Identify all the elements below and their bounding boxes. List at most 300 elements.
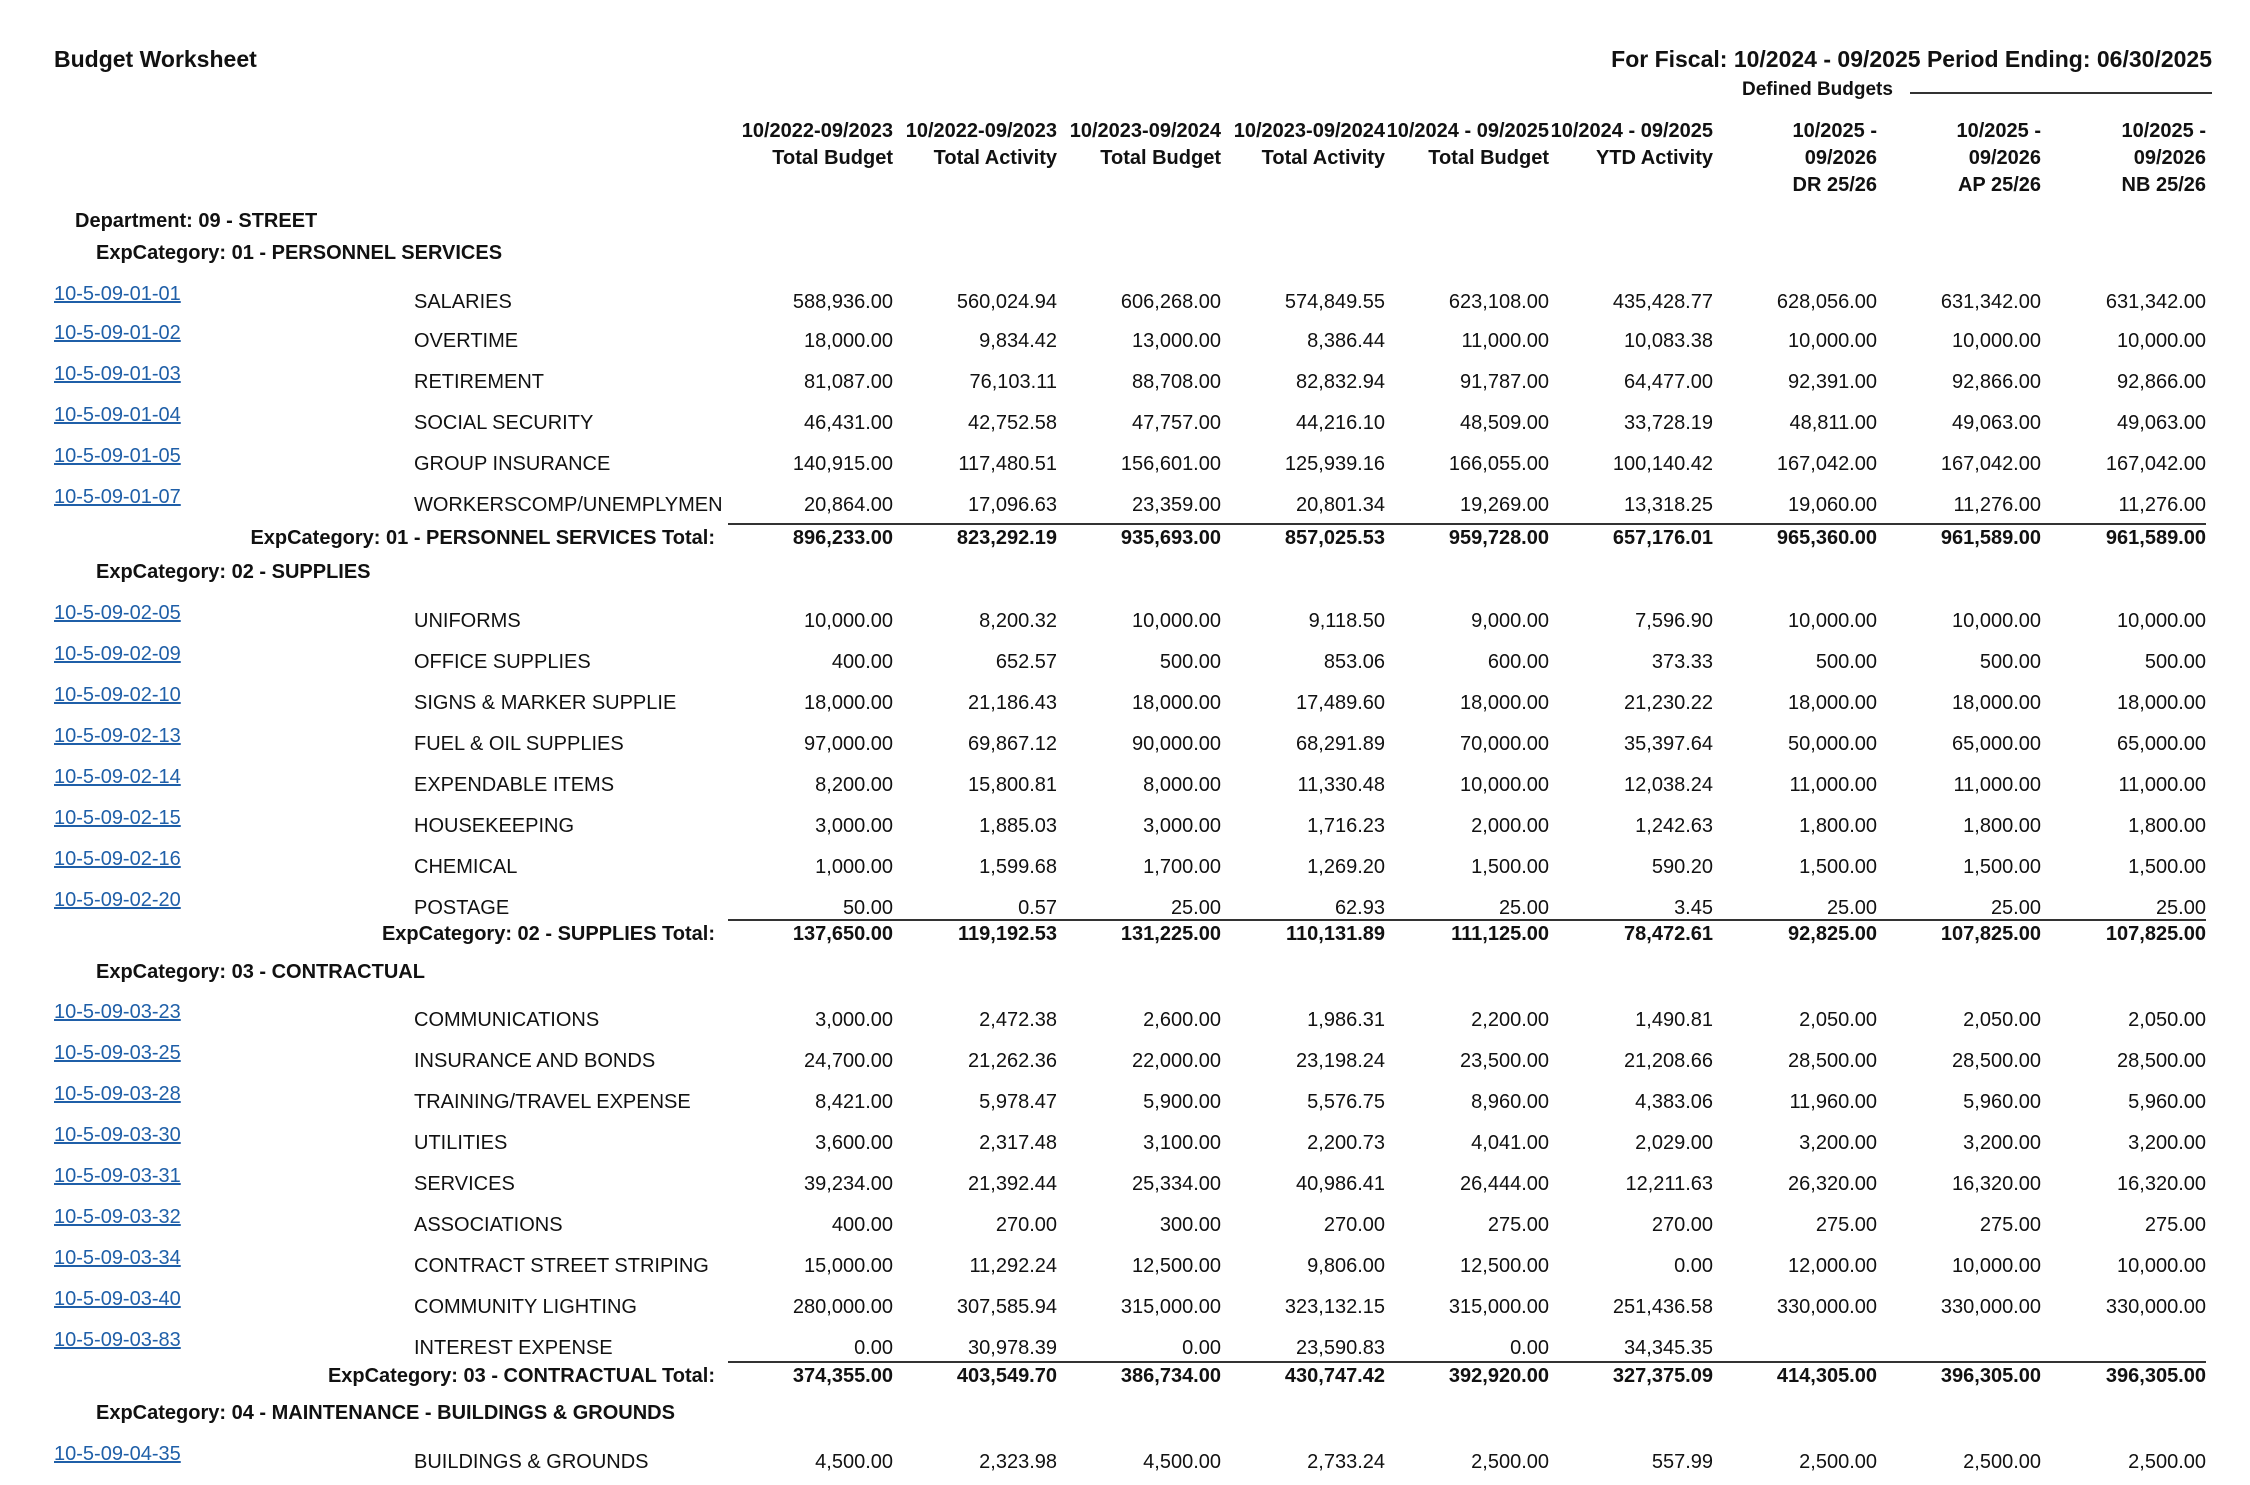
amount-cell: 275.00 — [1487, 1214, 1549, 1236]
table-row — [0, 404, 2250, 445]
account-link[interactable]: 10-5-09-03-40 — [54, 1288, 181, 1310]
account-link[interactable]: 10-5-09-03-23 — [54, 1001, 181, 1023]
amount-cell: 28,500.00 — [1788, 1050, 1877, 1072]
amount-cell: 91,787.00 — [1460, 371, 1549, 393]
total-amount-cell: 131,225.00 — [1120, 923, 1221, 945]
table-row — [0, 766, 2250, 807]
amount-cell: 68,291.89 — [1296, 733, 1385, 755]
column-header — [2042, 118, 2206, 199]
amount-cell: 10,000.00 — [1788, 610, 1877, 632]
amount-cell: 48,811.00 — [1789, 412, 1877, 434]
table-row — [0, 486, 2250, 527]
amount-cell: 24,700.00 — [804, 1050, 893, 1072]
column-header-line: 10/2024 - 09/2025 — [1550, 120, 1713, 142]
amount-cell: 330,000.00 — [1776, 1296, 1877, 1318]
amount-cell: 100,140.42 — [1612, 453, 1713, 475]
column-header-line: YTD Activity — [1595, 147, 1713, 169]
account-link[interactable]: 10-5-09-02-14 — [54, 766, 181, 788]
amount-cell: 400.00 — [831, 1214, 893, 1236]
amount-cell: 10,000.00 — [1952, 330, 2041, 352]
account-link[interactable]: 10-5-09-01-05 — [54, 445, 181, 467]
table-row — [0, 1443, 2250, 1484]
total-amount-cell: 857,025.53 — [1284, 527, 1385, 549]
amount-cell: 1,800.00 — [1963, 815, 2041, 837]
amount-cell: 3,000.00 — [815, 815, 893, 837]
table-row — [0, 643, 2250, 684]
column-header — [729, 118, 893, 172]
amount-cell: 5,960.00 — [1963, 1091, 2041, 1113]
account-link[interactable]: 10-5-09-03-28 — [54, 1083, 181, 1105]
table-row — [0, 1083, 2250, 1124]
account-link[interactable]: 10-5-09-01-04 — [54, 404, 181, 426]
table-row — [0, 1165, 2250, 1206]
amount-cell: 1,885.03 — [979, 815, 1057, 837]
account-description: BUILDINGS & GROUNDS — [414, 1451, 649, 1473]
amount-cell: 9,806.00 — [1307, 1255, 1385, 1277]
amount-cell: 23,590.83 — [1296, 1337, 1385, 1359]
column-header — [1385, 118, 1549, 172]
amount-cell: 49,063.00 — [1952, 412, 2041, 434]
amount-cell: 46,431.00 — [804, 412, 893, 434]
account-description: COMMUNITY LIGHTING — [414, 1296, 637, 1318]
amount-cell: 307,585.94 — [956, 1296, 1057, 1318]
total-amount-cell: 396,305.00 — [1940, 1365, 2041, 1387]
amount-cell: 65,000.00 — [1952, 733, 2041, 755]
amount-cell: 13,000.00 — [1132, 330, 1221, 352]
amount-cell: 90,000.00 — [1132, 733, 1221, 755]
total-amount-cell: 374,355.00 — [792, 1365, 893, 1387]
amount-cell: 2,472.38 — [979, 1009, 1057, 1031]
category-total-label: ExpCategory: 01 - PERSONNEL SERVICES Total: — [250, 527, 715, 549]
amount-cell: 853.06 — [1323, 651, 1385, 673]
account-link[interactable]: 10-5-09-03-31 — [54, 1165, 181, 1187]
amount-cell: 275.00 — [2144, 1214, 2206, 1236]
amount-cell: 3,000.00 — [815, 1009, 893, 1031]
account-description: SERVICES — [414, 1173, 515, 1195]
amount-cell: 17,096.63 — [968, 494, 1057, 516]
account-link[interactable]: 10-5-09-01-07 — [54, 486, 181, 508]
amount-cell: 628,056.00 — [1776, 291, 1877, 313]
amount-cell: 117,480.51 — [958, 453, 1057, 475]
amount-cell: 606,268.00 — [1120, 291, 1221, 313]
amount-cell: 652.57 — [995, 651, 1057, 673]
account-description: FUEL & OIL SUPPLIES — [414, 733, 624, 755]
amount-cell: 3,200.00 — [2128, 1132, 2206, 1154]
amount-cell: 1,800.00 — [2128, 815, 2206, 837]
amount-cell: 21,392.44 — [968, 1173, 1057, 1195]
amount-cell: 330,000.00 — [1940, 1296, 2041, 1318]
amount-cell: 167,042.00 — [2105, 453, 2206, 475]
amount-cell: 167,042.00 — [1776, 453, 1877, 475]
amount-cell: 5,960.00 — [2128, 1091, 2206, 1113]
category-total-row — [0, 1363, 2250, 1395]
amount-cell: 2,050.00 — [1963, 1009, 2041, 1031]
column-header-line: AP 25/26 — [1957, 174, 2041, 196]
fiscal-period: For Fiscal: 10/2024 - 09/2025 Period Ending: 06/30/2025 — [1611, 46, 2212, 72]
amount-cell: 9,000.00 — [1471, 610, 1549, 632]
account-link[interactable]: 10-5-09-03-25 — [54, 1042, 181, 1064]
amount-cell: 28,500.00 — [2117, 1050, 2206, 1072]
amount-cell: 25,334.00 — [1132, 1173, 1221, 1195]
total-amount-cell: 965,360.00 — [1776, 527, 1877, 549]
amount-cell: 10,000.00 — [1952, 1255, 2041, 1277]
total-amount-cell: 959,728.00 — [1448, 527, 1549, 549]
account-description: CHEMICAL — [414, 856, 518, 878]
amount-cell: 1,716.23 — [1307, 815, 1385, 837]
amount-cell: 631,342.00 — [2105, 291, 2206, 313]
amount-cell: 69,867.12 — [968, 733, 1057, 755]
total-amount-cell: 935,693.00 — [1120, 527, 1221, 549]
amount-cell: 7,596.90 — [1635, 610, 1713, 632]
account-link[interactable]: 10-5-09-02-10 — [54, 684, 181, 706]
amount-cell: 251,436.58 — [1612, 1296, 1713, 1318]
amount-cell: 8,200.00 — [815, 774, 893, 796]
amount-cell: 15,000.00 — [804, 1255, 893, 1277]
amount-cell: 82,832.94 — [1296, 371, 1385, 393]
total-amount-cell: 414,305.00 — [1776, 1365, 1877, 1387]
amount-cell: 557.99 — [1651, 1451, 1713, 1473]
amount-cell: 11,000.00 — [1953, 774, 2041, 796]
category-title: ExpCategory: 02 - SUPPLIES — [96, 561, 371, 583]
account-link[interactable]: 10-5-09-02-05 — [54, 602, 181, 624]
amount-cell: 11,276.00 — [2118, 494, 2206, 516]
amount-cell: 23,359.00 — [1132, 494, 1221, 516]
account-link[interactable]: 10-5-09-03-83 — [54, 1329, 181, 1351]
column-header-line: Total Budget — [772, 147, 893, 169]
category-title: ExpCategory: 03 - CONTRACTUAL — [96, 961, 425, 983]
amount-cell: 11,000.00 — [1461, 330, 1549, 352]
account-description: CONTRACT STREET STRIPING — [414, 1255, 709, 1277]
amount-cell: 15,800.81 — [968, 774, 1057, 796]
amount-cell: 92,866.00 — [2117, 371, 2206, 393]
amount-cell: 11,960.00 — [1789, 1091, 1877, 1113]
amount-cell: 435,428.77 — [1612, 291, 1713, 313]
amount-cell: 0.00 — [854, 1337, 893, 1359]
amount-cell: 10,083.38 — [1624, 330, 1713, 352]
amount-cell: 26,444.00 — [1460, 1173, 1549, 1195]
amount-cell: 11,330.48 — [1297, 774, 1385, 796]
amount-cell: 2,733.24 — [1307, 1451, 1385, 1473]
total-amount-cell: 111,125.00 — [1451, 923, 1549, 945]
category-title: ExpCategory: 04 - MAINTENANCE - BUILDINGS & GROUNDS — [96, 1402, 675, 1424]
account-description: UTILITIES — [414, 1132, 508, 1154]
amount-cell: 10,000.00 — [804, 610, 893, 632]
amount-cell: 10,000.00 — [1460, 774, 1549, 796]
amount-cell: 2,317.48 — [979, 1132, 1057, 1154]
account-link[interactable]: 10-5-09-02-13 — [54, 725, 181, 747]
amount-cell: 16,320.00 — [2117, 1173, 2206, 1195]
column-header — [1549, 118, 1713, 172]
amount-cell: 18,000.00 — [804, 692, 893, 714]
column-header — [1057, 118, 1221, 172]
table-row — [0, 1042, 2250, 1083]
amount-cell: 28,500.00 — [1952, 1050, 2041, 1072]
amount-cell: 373.33 — [1651, 651, 1713, 673]
column-header — [1713, 118, 1877, 199]
table-row — [0, 1247, 2250, 1288]
total-amount-cell: 396,305.00 — [2105, 1365, 2206, 1387]
amount-cell: 315,000.00 — [1120, 1296, 1221, 1318]
amount-cell: 25.00 — [1826, 897, 1877, 919]
total-amount-cell: 119,192.53 — [958, 923, 1057, 945]
amount-cell: 167,042.00 — [1940, 453, 2041, 475]
account-description: TRAINING/TRAVEL EXPENSE — [414, 1091, 691, 1113]
amount-cell: 3.45 — [1674, 897, 1713, 919]
amount-cell: 400.00 — [831, 651, 893, 673]
amount-cell: 5,900.00 — [1143, 1091, 1221, 1113]
account-link[interactable]: 10-5-09-01-02 — [54, 322, 181, 344]
amount-cell: 2,500.00 — [1799, 1451, 1877, 1473]
amount-cell: 22,000.00 — [1132, 1050, 1221, 1072]
account-link[interactable]: 10-5-09-03-32 — [54, 1206, 181, 1228]
column-header-line: NB 25/26 — [2121, 174, 2206, 196]
amount-cell: 8,000.00 — [1143, 774, 1221, 796]
table-row — [0, 1124, 2250, 1165]
total-amount-cell: 327,375.09 — [1612, 1365, 1713, 1387]
amount-cell: 2,050.00 — [1799, 1009, 1877, 1031]
total-amount-cell: 657,176.01 — [1612, 527, 1713, 549]
amount-cell: 1,242.63 — [1635, 815, 1713, 837]
column-header-line: DR 25/26 — [1792, 174, 1877, 196]
amount-cell: 280,000.00 — [792, 1296, 893, 1318]
category-total-row — [0, 921, 2250, 953]
amount-cell: 156,601.00 — [1120, 453, 1221, 475]
amount-cell: 20,864.00 — [804, 494, 893, 516]
amount-cell: 1,599.68 — [979, 856, 1057, 878]
account-link[interactable]: 10-5-09-02-20 — [54, 889, 181, 911]
amount-cell: 19,269.00 — [1460, 494, 1549, 516]
amount-cell: 12,211.63 — [1625, 1173, 1713, 1195]
amount-cell: 42,752.58 — [968, 412, 1057, 434]
column-header-line: 09/2026 — [2133, 147, 2206, 169]
amount-cell: 323,132.15 — [1284, 1296, 1385, 1318]
amount-cell: 8,960.00 — [1471, 1091, 1549, 1113]
category-total-label: ExpCategory: 03 - CONTRACTUAL Total: — [327, 1365, 715, 1387]
amount-cell: 47,757.00 — [1132, 412, 1221, 434]
table-row — [0, 363, 2250, 404]
column-header-line: 10/2023-09/2024 — [1233, 120, 1385, 142]
account-description: INTEREST EXPENSE — [414, 1337, 613, 1359]
category-title: ExpCategory: 01 - PERSONNEL SERVICES — [96, 242, 503, 264]
amount-cell: 19,060.00 — [1788, 494, 1877, 516]
amount-cell: 2,500.00 — [1963, 1451, 2041, 1473]
amount-cell: 2,500.00 — [1471, 1451, 1549, 1473]
amount-cell: 48,509.00 — [1460, 412, 1549, 434]
amount-cell: 0.00 — [1674, 1255, 1713, 1277]
amount-cell: 500.00 — [1159, 651, 1221, 673]
account-link[interactable]: 10-5-09-04-35 — [54, 1443, 181, 1465]
amount-cell: 97,000.00 — [804, 733, 893, 755]
account-link[interactable]: 10-5-09-02-16 — [54, 848, 181, 870]
department-title: Department: 09 - STREET — [75, 210, 318, 232]
amount-cell: 25.00 — [1170, 897, 1221, 919]
amount-cell: 13,318.25 — [1624, 494, 1713, 516]
amount-cell: 270.00 — [995, 1214, 1057, 1236]
column-header-line: 10/2022-09/2023 — [741, 120, 893, 142]
amount-cell: 21,230.22 — [1624, 692, 1713, 714]
amount-cell: 1,500.00 — [1799, 856, 1877, 878]
amount-cell: 4,383.06 — [1635, 1091, 1713, 1113]
amount-cell: 270.00 — [1323, 1214, 1385, 1236]
amount-cell: 23,500.00 — [1460, 1050, 1549, 1072]
amount-cell: 65,000.00 — [2117, 733, 2206, 755]
amount-cell: 2,029.00 — [1635, 1132, 1713, 1154]
amount-cell: 4,500.00 — [1143, 1451, 1221, 1473]
amount-cell: 9,834.42 — [979, 330, 1057, 352]
column-header-line: Total Activity — [933, 147, 1057, 169]
account-link[interactable]: 10-5-09-03-30 — [54, 1124, 181, 1146]
amount-cell: 5,576.75 — [1307, 1091, 1385, 1113]
account-link[interactable]: 10-5-09-02-09 — [54, 643, 181, 665]
amount-cell: 12,038.24 — [1624, 774, 1713, 796]
amount-cell: 12,500.00 — [1460, 1255, 1549, 1277]
amount-cell: 0.00 — [1510, 1337, 1549, 1359]
defined-budgets-rule — [1910, 92, 2212, 94]
total-amount-cell: 403,549.70 — [956, 1365, 1057, 1387]
account-description: GROUP INSURANCE — [414, 453, 611, 475]
column-header-line: 10/2023-09/2024 — [1069, 120, 1221, 142]
column-header-line: Total Budget — [1428, 147, 1549, 169]
account-link[interactable]: 10-5-09-02-15 — [54, 807, 181, 829]
total-amount-cell: 823,292.19 — [956, 527, 1057, 549]
amount-cell: 140,915.00 — [792, 453, 893, 475]
amount-cell: 270.00 — [1651, 1214, 1713, 1236]
report-title: Budget Worksheet — [54, 46, 257, 72]
column-header-line: 10/2025 - — [1956, 120, 2041, 142]
table-row — [0, 283, 2250, 324]
column-header-line: 10/2025 - — [1792, 120, 1877, 142]
amount-cell: 590.20 — [1651, 856, 1713, 878]
amount-cell: 16,320.00 — [1952, 1173, 2041, 1195]
amount-cell: 574,849.55 — [1284, 291, 1385, 313]
account-description: HOUSEKEEPING — [414, 815, 575, 837]
amount-cell: 5,978.47 — [979, 1091, 1057, 1113]
amount-cell: 0.57 — [1018, 897, 1057, 919]
amount-cell: 500.00 — [2144, 651, 2206, 673]
account-link[interactable]: 10-5-09-01-01 — [54, 283, 181, 305]
amount-cell: 18,000.00 — [804, 330, 893, 352]
amount-cell: 8,386.44 — [1307, 330, 1385, 352]
amount-cell: 1,490.81 — [1635, 1009, 1713, 1031]
amount-cell: 11,000.00 — [2118, 774, 2206, 796]
amount-cell: 4,500.00 — [815, 1451, 893, 1473]
amount-cell: 18,000.00 — [1952, 692, 2041, 714]
amount-cell: 315,000.00 — [1448, 1296, 1549, 1318]
amount-cell: 275.00 — [1815, 1214, 1877, 1236]
amount-cell: 11,292.24 — [969, 1255, 1057, 1277]
amount-cell: 49,063.00 — [2117, 412, 2206, 434]
amount-cell: 21,262.36 — [968, 1050, 1057, 1072]
table-row — [0, 1206, 2250, 1247]
amount-cell: 0.00 — [1182, 1337, 1221, 1359]
amount-cell: 3,000.00 — [1143, 815, 1221, 837]
amount-cell: 8,200.32 — [979, 610, 1057, 632]
amount-cell: 33,728.19 — [1624, 412, 1713, 434]
amount-cell: 9,118.50 — [1308, 610, 1385, 632]
amount-cell: 2,200.00 — [1471, 1009, 1549, 1031]
amount-cell: 10,000.00 — [1788, 330, 1877, 352]
table-row — [0, 602, 2250, 643]
amount-cell: 10,000.00 — [2117, 1255, 2206, 1277]
amount-cell: 40,986.41 — [1296, 1173, 1385, 1195]
category-total-row — [0, 525, 2250, 557]
amount-cell: 21,208.66 — [1624, 1050, 1713, 1072]
column-header-line: Total Activity — [1261, 147, 1385, 169]
amount-cell: 500.00 — [1979, 651, 2041, 673]
account-description: COMMUNICATIONS — [414, 1009, 600, 1031]
amount-cell: 50,000.00 — [1788, 733, 1877, 755]
column-header — [1221, 118, 1385, 172]
total-amount-cell: 110,131.89 — [1286, 923, 1385, 945]
total-amount-cell: 896,233.00 — [792, 527, 893, 549]
amount-cell: 2,050.00 — [2128, 1009, 2206, 1031]
amount-cell: 300.00 — [1159, 1214, 1221, 1236]
account-description: SALARIES — [414, 291, 512, 313]
category-total-label: ExpCategory: 02 - SUPPLIES Total: — [381, 923, 715, 945]
amount-cell: 23,198.24 — [1296, 1050, 1385, 1072]
amount-cell: 92,391.00 — [1788, 371, 1877, 393]
account-link[interactable]: 10-5-09-03-34 — [54, 1247, 181, 1269]
amount-cell: 12,000.00 — [1788, 1255, 1877, 1277]
amount-cell: 1,700.00 — [1143, 856, 1221, 878]
total-amount-cell: 78,472.61 — [1624, 923, 1713, 945]
column-header-line: 10/2024 - 09/2025 — [1386, 120, 1549, 142]
amount-cell: 2,600.00 — [1143, 1009, 1221, 1031]
amount-cell: 3,600.00 — [815, 1132, 893, 1154]
column-header-line: Total Budget — [1100, 147, 1221, 169]
amount-cell: 44,216.10 — [1296, 412, 1385, 434]
amount-cell: 631,342.00 — [1940, 291, 2041, 313]
total-amount-cell: 392,920.00 — [1448, 1365, 1549, 1387]
amount-cell: 1,269.20 — [1307, 856, 1385, 878]
amount-cell: 10,000.00 — [2117, 330, 2206, 352]
amount-cell: 1,986.31 — [1307, 1009, 1385, 1031]
column-header-line: 09/2026 — [1804, 147, 1877, 169]
total-amount-cell: 107,825.00 — [1940, 923, 2041, 945]
amount-cell: 623,108.00 — [1448, 291, 1549, 313]
amount-cell: 20,801.34 — [1296, 494, 1385, 516]
amount-cell: 11,000.00 — [1789, 774, 1877, 796]
amount-cell: 588,936.00 — [792, 291, 893, 313]
total-amount-cell: 92,825.00 — [1788, 923, 1877, 945]
table-row — [0, 1288, 2250, 1329]
amount-cell: 10,000.00 — [2117, 610, 2206, 632]
account-description: SOCIAL SECURITY — [414, 412, 594, 434]
amount-cell: 1,500.00 — [2128, 856, 2206, 878]
total-amount-cell: 137,650.00 — [792, 923, 893, 945]
account-link[interactable]: 10-5-09-01-03 — [54, 363, 181, 385]
account-description: ASSOCIATIONS — [414, 1214, 563, 1236]
amount-cell: 25.00 — [1990, 897, 2041, 919]
amount-cell: 76,103.11 — [969, 371, 1057, 393]
amount-cell: 34,345.35 — [1624, 1337, 1713, 1359]
amount-cell: 166,055.00 — [1448, 453, 1549, 475]
account-description: UNIFORMS — [414, 610, 521, 632]
amount-cell: 330,000.00 — [2105, 1296, 2206, 1318]
amount-cell: 39,234.00 — [804, 1173, 893, 1195]
column-header-line: 10/2022-09/2023 — [905, 120, 1057, 142]
amount-cell: 3,200.00 — [1963, 1132, 2041, 1154]
amount-cell: 18,000.00 — [1132, 692, 1221, 714]
column-header-line: 10/2025 - — [2121, 120, 2206, 142]
amount-cell: 18,000.00 — [1460, 692, 1549, 714]
account-description: OFFICE SUPPLIES — [414, 651, 591, 673]
amount-cell: 2,000.00 — [1471, 815, 1549, 837]
amount-cell: 125,939.16 — [1284, 453, 1385, 475]
amount-cell: 10,000.00 — [1132, 610, 1221, 632]
amount-cell: 1,500.00 — [1963, 856, 2041, 878]
amount-cell: 600.00 — [1487, 651, 1549, 673]
